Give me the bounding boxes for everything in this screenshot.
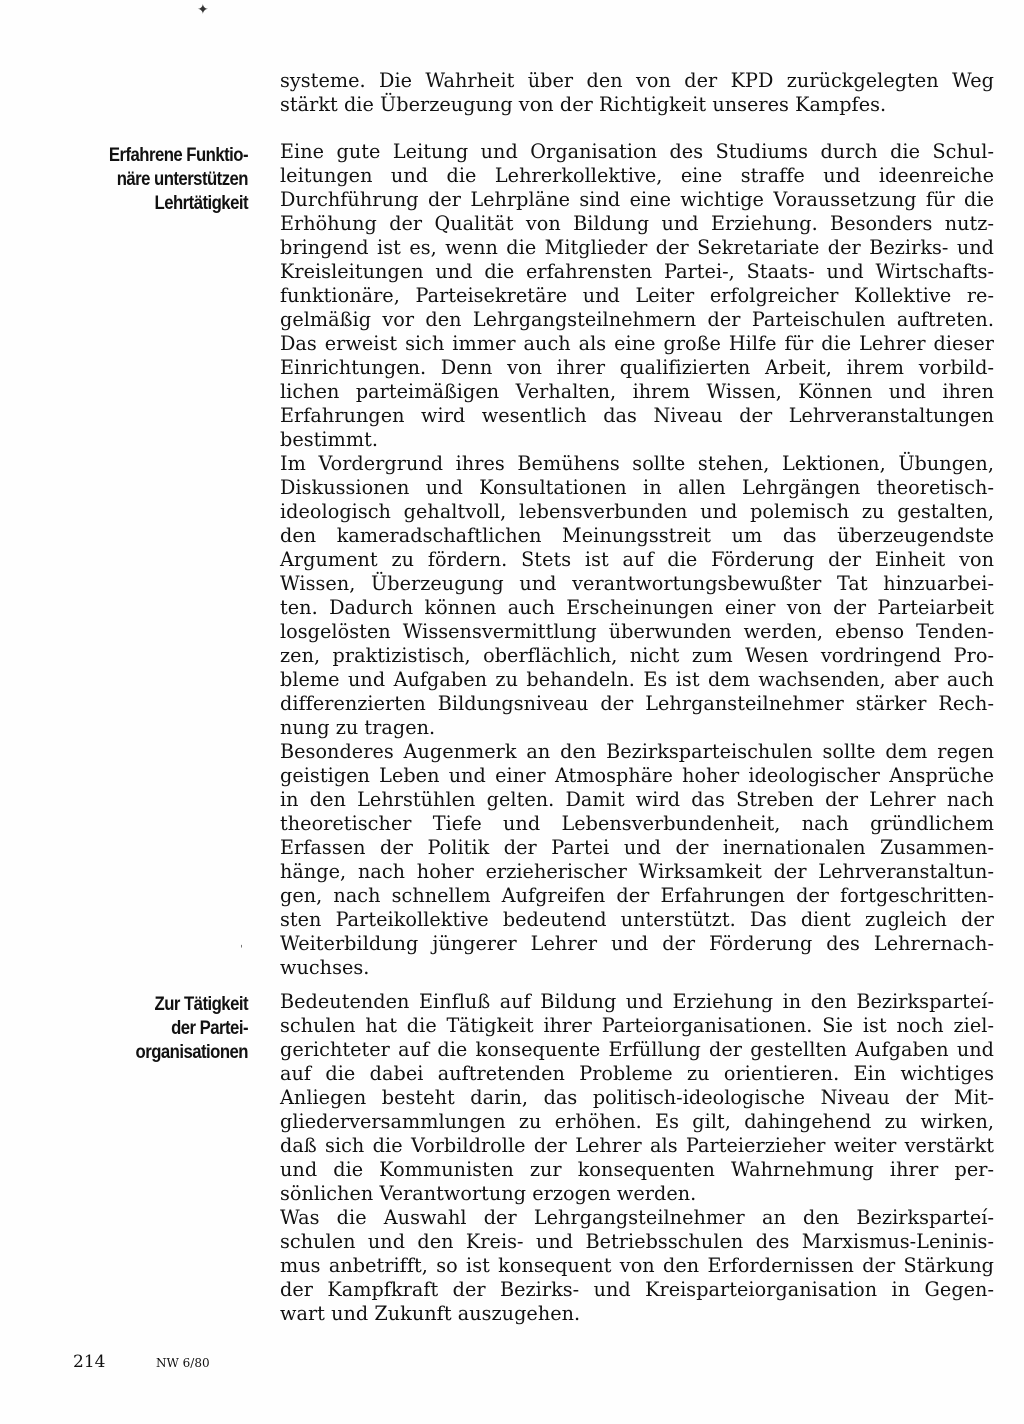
text-line: systeme. Die Wahrheit über den von der KPD zurückgelegten Weg [280,69,994,92]
side-heading-line: Lehrtätigkeit [154,193,248,214]
text-line: funktionäre, Parteisekretäre und Leiter erfolgreicher Kollektive re- [280,284,994,307]
text-line: auf die dabei auftretenden Probleme zu orientieren. Ein wichtiges [280,1062,994,1085]
text-line: Argument zu fördern. Stets ist auf die Förderung der Einheit von [280,548,994,571]
text-line: Was die Auswahl der Lehrgangsteilnehmer an den Bezirksparteí- [280,1206,994,1229]
page-number: 214 [73,1352,106,1372]
text-line: mus anbetrifft, so ist konsequent von den Erfordernissen der Stärkung [280,1254,994,1277]
text-line: lichen parteimäßigen Verhalten, ihrem Wissen, Können und ihren [280,380,994,403]
text-line: nung zu tragen. [280,716,436,739]
text-line: sönlichen Verantwortung erzogen werden. [280,1182,697,1205]
text-line: Besonderes Augenmerk an den Bezirksparteischulen sollte dem regen [280,740,994,763]
text-line: zen, praktizistisch, oberflächlich, nicht zum Wesen vordringend Pro- [280,644,994,667]
text-line: gliederversammlungen zu erhöhen. Es gilt, dahingehend zu wirken, [280,1110,994,1133]
text-line: Kreisleitungen und die erfahrensten Partei-, Staats- und Wirtschafts- [280,260,994,283]
text-line: Im Vordergrund ihres Bemühens sollte stehen, Lektionen, Übungen, [280,452,994,475]
text-line: Erhöhung der Qualität von Bildung und Erziehung. Besonders nutz- [280,212,994,235]
side-heading-line: Zur Tätigkeit [154,994,248,1015]
text-line: Diskussionen und Konsultationen in allen Lehrgängen theoretisch- [280,476,994,499]
side-heading-line: der Partei- [171,1018,248,1039]
text-line: Einrichtungen. Denn von ihrer qualifizierten Arbeit, ihrem vorbild- [280,356,994,379]
text-line: gelmäßig vor den Lehrgangsteilnehmern der Parteischulen auftreten. [280,308,994,331]
side-heading-2 [65,993,248,1065]
text-line: schulen und den Kreis- und Betriebsschulen des Marxismus-Leninis- [280,1230,994,1253]
text-line: daß sich die Vorbildrolle der Lehrer als Parteierzieher weiter verstärkt [280,1134,994,1157]
text-line: Durchführung der Lehrpläne sind eine wichtige Voraussetzung für die [280,188,994,211]
text-line: Wissen, Überzeugung und verantwortungsbewußter Tat hinzuarbei- [280,572,994,595]
text-line: Weiterbildung jüngerer Lehrer und der Förderung des Lehrernach- [280,932,994,955]
text-line: ten. Dadurch können auch Erscheinungen einer von der Parteiarbeit [280,596,994,619]
text-line: Eine gute Leitung und Organisation des Studiums durch die Schul- [280,140,994,163]
side-heading-line: näre unterstützen [116,169,249,190]
text-line: den kameradschaftlichen Meinungsstreit um das überzeugendste [280,524,994,547]
text-line: Bedeutenden Einfluß auf Bildung und Erziehung in den Bezirksparteí- [280,990,994,1013]
text-line: hänge, nach hoher erzieherischer Wirksamkeit der Lehrveranstaltun- [280,860,994,883]
text-line: geistigen Leben und einer Atmosphäre hoher ideologischer Ansprüche [280,764,994,787]
text-line: gerichteter auf die konsequente Erfüllung der gestellten Aufgaben und [280,1038,994,1061]
side-heading-1 [65,144,248,216]
issue-label: NW 6/80 [156,1356,210,1370]
text-line: Erfahrungen wird wesentlich das Niveau der Lehrveranstaltungen [280,404,994,427]
text-line: differenzierten Bildungsniveau der Lehrgansteilnehmer stärker Rech- [280,692,994,715]
top-speck-mark: ✦ [197,2,209,18]
text-line: theoretischer Tiefe und Lebensverbundenheit, nach gründlichem [280,812,994,835]
margin-speck-mark: ˌ [240,938,243,949]
text-line: wuchses. [280,956,370,979]
text-line: schulen hat die Tätigkeit ihrer Parteiorganisationen. Sie ist noch ziel- [280,1014,994,1037]
text-line: stärkt die Überzeugung von der Richtigkeit unseres Kampfes. [280,93,887,116]
text-line: gen, nach schnellem Aufgreifen der Erfahrungen der fortgeschritten- [280,884,994,907]
text-line: losgelösten Wissensvermittlung überwunden werden, ebenso Tenden- [280,620,994,643]
text-line: leitungen und die Lehrerkollektive, eine straffe und ideenreiche [280,164,994,187]
text-line: in den Lehrstühlen gelten. Damit wird das Streben der Lehrer nach [280,788,994,811]
text-line: Anliegen besteht darin, das politisch-ideologische Niveau der Mit- [280,1086,994,1109]
text-line: der Kampfkraft der Bezirks- und Kreisparteiorganisation in Gegen- [280,1278,994,1301]
text-line: und die Kommunisten zur konsequenten Wahrnehmung ihrer per- [280,1158,994,1181]
text-line: bringend ist es, wenn die Mitglieder der Sekretariate der Bezirks- und [280,236,994,259]
side-heading-line: organisationen [135,1042,248,1063]
text-line: ideologisch gehaltvoll, lebensverbunden und polemisch zu gestalten, [280,500,994,523]
text-line: sten Parteikollektive bedeutend unterstützt. Das dient zugleich der [280,908,994,931]
text-line: wart und Zukunft auszugehen. [280,1302,581,1325]
side-heading-line: Erfahrene Funktio- [108,145,248,166]
text-line: bestimmt. [280,428,378,451]
text-line: bleme und Aufgaben zu behandeln. Es ist dem wachsenden, aber auch [280,668,994,691]
text-line: Erfassen der Politik der Partei und der inernationalen Zusammen- [280,836,994,859]
text-line: Das erweist sich immer auch als eine große Hilfe für die Lehrer dieser [280,332,994,355]
